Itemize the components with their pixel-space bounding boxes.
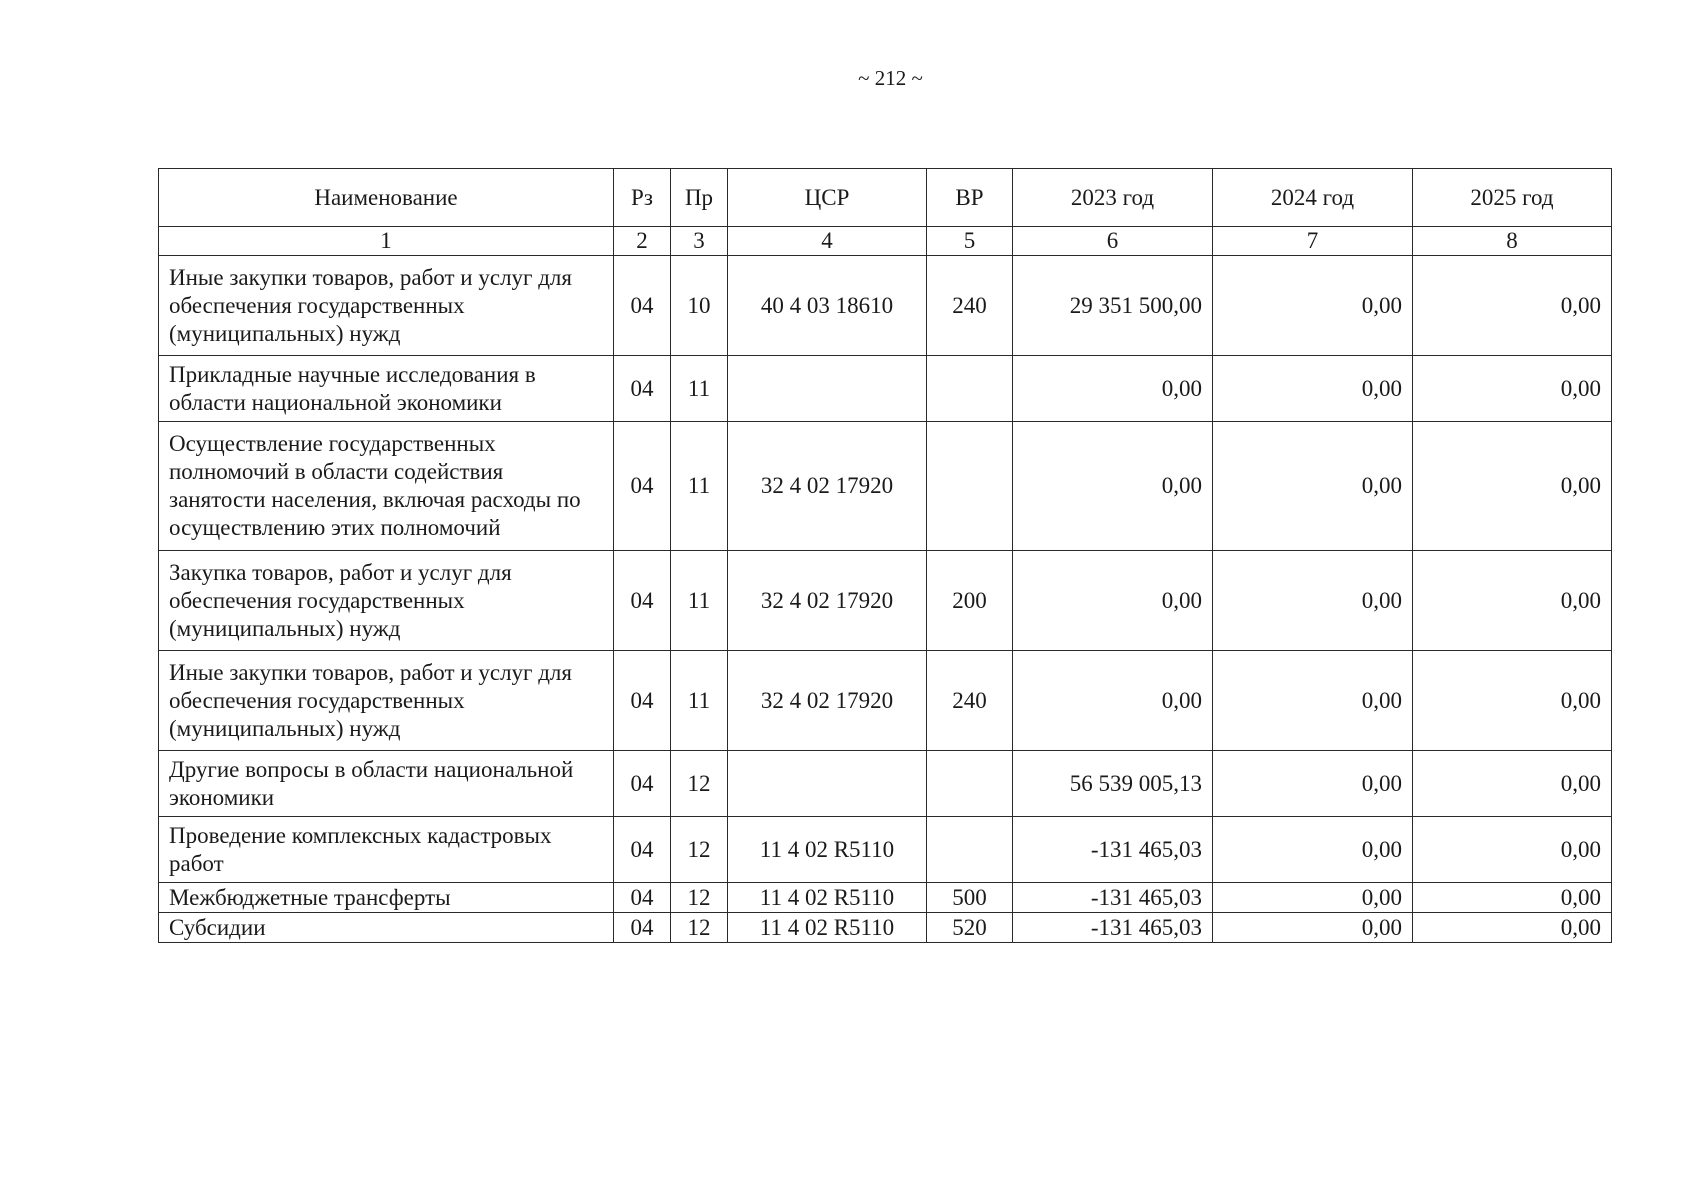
cell-rz: 04 (614, 651, 671, 751)
table-row (159, 751, 1612, 817)
budget-table (158, 168, 1612, 943)
header-pr: Пр (671, 169, 728, 227)
cell-pr: 12 (671, 817, 728, 883)
column-number: 7 (1213, 227, 1413, 256)
column-number-row (159, 227, 1612, 256)
cell-2024: 0,00 (1213, 356, 1413, 422)
cell-2023: -131 465,03 (1013, 817, 1213, 883)
cell-pr: 11 (671, 356, 728, 422)
header-vr: ВР (927, 169, 1013, 227)
cell-vr: 200 (927, 551, 1013, 651)
cell-2025: 0,00 (1413, 651, 1612, 751)
page-number: ~ 212 ~ (858, 66, 923, 90)
cell-rz: 04 (614, 256, 671, 356)
cell-rz: 04 (614, 883, 671, 913)
header-rz: Рз (614, 169, 671, 227)
cell-2024: 0,00 (1213, 913, 1413, 943)
cell-vr (927, 356, 1013, 422)
cell-name: Межбюджетные трансферты (159, 883, 614, 913)
table-row (159, 913, 1612, 943)
cell-2023: 56 539 005,13 (1013, 751, 1213, 817)
cell-name: Иные закупки товаров, работ и услуг для обеспечения государственных (муниципальных) нужд (159, 256, 614, 356)
cell-2023: 0,00 (1013, 551, 1213, 651)
header-name: Наименование (159, 169, 614, 227)
cell-csr: 11 4 02 R5110 (728, 913, 927, 943)
cell-pr: 12 (671, 751, 728, 817)
cell-vr: 500 (927, 883, 1013, 913)
cell-2023: -131 465,03 (1013, 883, 1213, 913)
cell-rz: 04 (614, 422, 671, 551)
cell-2024: 0,00 (1213, 551, 1413, 651)
cell-2025: 0,00 (1413, 751, 1612, 817)
cell-2025: 0,00 (1413, 883, 1612, 913)
column-number: 6 (1013, 227, 1213, 256)
cell-2023: 29 351 500,00 (1013, 256, 1213, 356)
column-number: 5 (927, 227, 1013, 256)
cell-2024: 0,00 (1213, 422, 1413, 551)
cell-pr: 12 (671, 883, 728, 913)
cell-csr: 11 4 02 R5110 (728, 883, 927, 913)
cell-name: Другие вопросы в области национальной экономики (159, 751, 614, 817)
cell-csr: 32 4 02 17920 (728, 551, 927, 651)
cell-2024: 0,00 (1213, 256, 1413, 356)
column-number: 1 (159, 227, 614, 256)
cell-2023: 0,00 (1013, 356, 1213, 422)
cell-2025: 0,00 (1413, 256, 1612, 356)
cell-2025: 0,00 (1413, 817, 1612, 883)
table-row (159, 651, 1612, 751)
cell-csr: 40 4 03 18610 (728, 256, 927, 356)
cell-name: Прикладные научные исследования в области национальной экономики (159, 356, 614, 422)
cell-csr (728, 751, 927, 817)
column-number: 4 (728, 227, 927, 256)
column-number: 8 (1413, 227, 1612, 256)
cell-pr: 11 (671, 422, 728, 551)
cell-2023: -131 465,03 (1013, 913, 1213, 943)
cell-2025: 0,00 (1413, 913, 1612, 943)
cell-name: Проведение комплексных кадастровых работ (159, 817, 614, 883)
header-csr: ЦСР (728, 169, 927, 227)
cell-rz: 04 (614, 913, 671, 943)
cell-vr: 240 (927, 651, 1013, 751)
header-2024: 2024 год (1213, 169, 1413, 227)
column-number: 2 (614, 227, 671, 256)
cell-name: Иные закупки товаров, работ и услуг для обеспечения государственных (муниципальных) нужд (159, 651, 614, 751)
cell-rz: 04 (614, 817, 671, 883)
table-row (159, 356, 1612, 422)
cell-csr: 32 4 02 17920 (728, 422, 927, 551)
table-row (159, 422, 1612, 551)
cell-2023: 0,00 (1013, 651, 1213, 751)
cell-pr: 11 (671, 551, 728, 651)
table-row (159, 551, 1612, 651)
cell-2025: 0,00 (1413, 356, 1612, 422)
cell-vr (927, 817, 1013, 883)
cell-rz: 04 (614, 356, 671, 422)
table-row (159, 817, 1612, 883)
cell-2024: 0,00 (1213, 817, 1413, 883)
cell-2025: 0,00 (1413, 422, 1612, 551)
table-row (159, 883, 1612, 913)
cell-csr: 11 4 02 R5110 (728, 817, 927, 883)
cell-2024: 0,00 (1213, 751, 1413, 817)
cell-csr: 32 4 02 17920 (728, 651, 927, 751)
cell-vr: 240 (927, 256, 1013, 356)
cell-2024: 0,00 (1213, 651, 1413, 751)
cell-vr (927, 751, 1013, 817)
cell-name: Субсидии (159, 913, 614, 943)
cell-rz: 04 (614, 551, 671, 651)
table-row (159, 256, 1612, 356)
cell-vr: 520 (927, 913, 1013, 943)
cell-rz: 04 (614, 751, 671, 817)
header-2025: 2025 год (1413, 169, 1612, 227)
cell-name: Осуществление государственных полномочий в области содействия занятости населения, включая расходы по осуществлению этих полномочий (159, 422, 614, 551)
header-2023: 2023 год (1013, 169, 1213, 227)
cell-name: Закупка товаров, работ и услуг для обеспечения государственных (муниципальных) нужд (159, 551, 614, 651)
column-number: 3 (671, 227, 728, 256)
header-row (159, 169, 1612, 227)
cell-pr: 11 (671, 651, 728, 751)
cell-vr (927, 422, 1013, 551)
cell-csr (728, 356, 927, 422)
cell-pr: 10 (671, 256, 728, 356)
cell-2023: 0,00 (1013, 422, 1213, 551)
cell-2024: 0,00 (1213, 883, 1413, 913)
cell-pr: 12 (671, 913, 728, 943)
cell-2025: 0,00 (1413, 551, 1612, 651)
